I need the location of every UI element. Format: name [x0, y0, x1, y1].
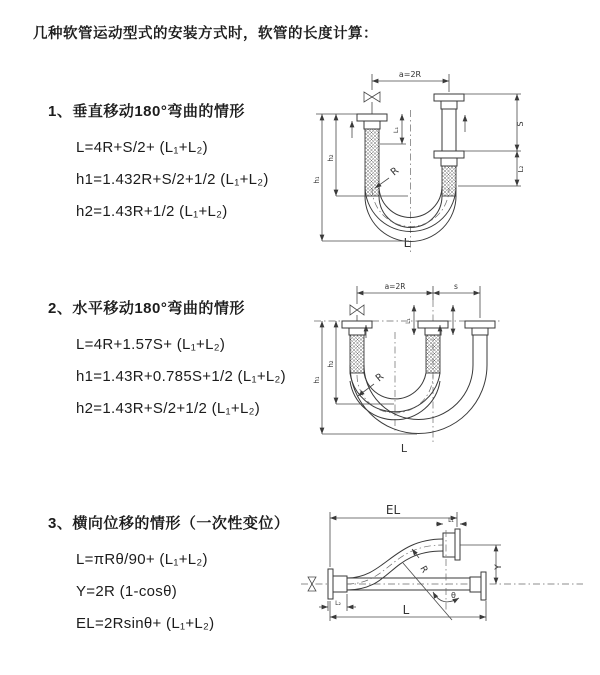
- formula-3-L: L=πRθ/90+ (L₁+L₂): [76, 551, 208, 568]
- diagram-1-drawing: [312, 66, 584, 264]
- section-lateral-displacement: [48, 512, 289, 640]
- dim-el-label: EL: [385, 503, 401, 517]
- formula-3-Y: Y=2R (1-cosθ): [76, 583, 178, 600]
- dim-y-label: Y: [494, 564, 504, 570]
- length-label: L: [400, 442, 408, 455]
- formula-2-L: L=4R+1.57S+ (L₁+L₂): [76, 336, 226, 353]
- page-title: 几种软管运动型式的安装方式时，软管的长度计算：: [33, 26, 378, 42]
- diagram-vertical-180: [312, 66, 584, 264]
- dim-a2r-label: a=2R: [398, 70, 422, 79]
- section-horizontal-180: [48, 297, 286, 425]
- radius-label: R: [373, 371, 387, 385]
- dim-l1-label: L₁: [448, 517, 454, 524]
- length-label: L: [402, 603, 410, 617]
- dim-s-label: S: [516, 121, 525, 127]
- dim-s-label: s: [454, 282, 458, 291]
- dim-a2r-label: a=2R: [384, 282, 406, 291]
- section-1-heading: 1、垂直移动180°弯曲的情形: [48, 103, 245, 120]
- formula-2-h2: h2=1.43R+S/2+1/2 (L₁+L₂): [76, 400, 261, 417]
- dim-l1-label: L₁: [392, 126, 400, 134]
- dim-h2-label: h₂: [327, 154, 335, 162]
- valve-icon: [308, 577, 316, 591]
- formula-1-L: L=4R+S/2+ (L₁+L₂): [76, 139, 208, 156]
- dim-l2-label: L₂: [517, 165, 525, 173]
- section-2-heading: 2、水平移动180°弯曲的情形: [48, 300, 245, 317]
- length-label: L: [403, 236, 411, 250]
- valve-icon: [350, 305, 364, 315]
- dim-l1-label: L₁: [405, 318, 412, 324]
- radius-label: R: [417, 564, 430, 575]
- formula-1-h1: h1=1.432R+S/2+1/2 (L₁+L₂): [76, 171, 269, 188]
- section-3-heading: 3、横向位移的情形（一次性变位）: [48, 515, 290, 532]
- diagram-3-drawing: [293, 498, 595, 658]
- angle-theta-label: θ: [451, 591, 456, 600]
- formula-3-EL: EL=2Rsinθ+ (L₁+L₂): [76, 615, 215, 632]
- section-vertical-180: [48, 100, 269, 228]
- dim-h1-label: h₁: [313, 176, 321, 184]
- dim-h1-label: h₁: [313, 376, 321, 384]
- formula-2-h1: h1=1.43R+0.785S+1/2 (L₁+L₂): [76, 368, 286, 385]
- valve-icon: [364, 92, 380, 102]
- diagram-2-drawing: [312, 280, 584, 462]
- radius-label: R: [388, 165, 402, 179]
- diagram-lateral-displacement: [293, 498, 595, 658]
- diagram-horizontal-180: [312, 280, 584, 462]
- dim-h2-label: h₂: [327, 360, 335, 368]
- formula-1-h2: h2=1.43R+1/2 (L₁+L₂): [76, 203, 228, 220]
- dim-l2-label: L₂: [335, 600, 341, 607]
